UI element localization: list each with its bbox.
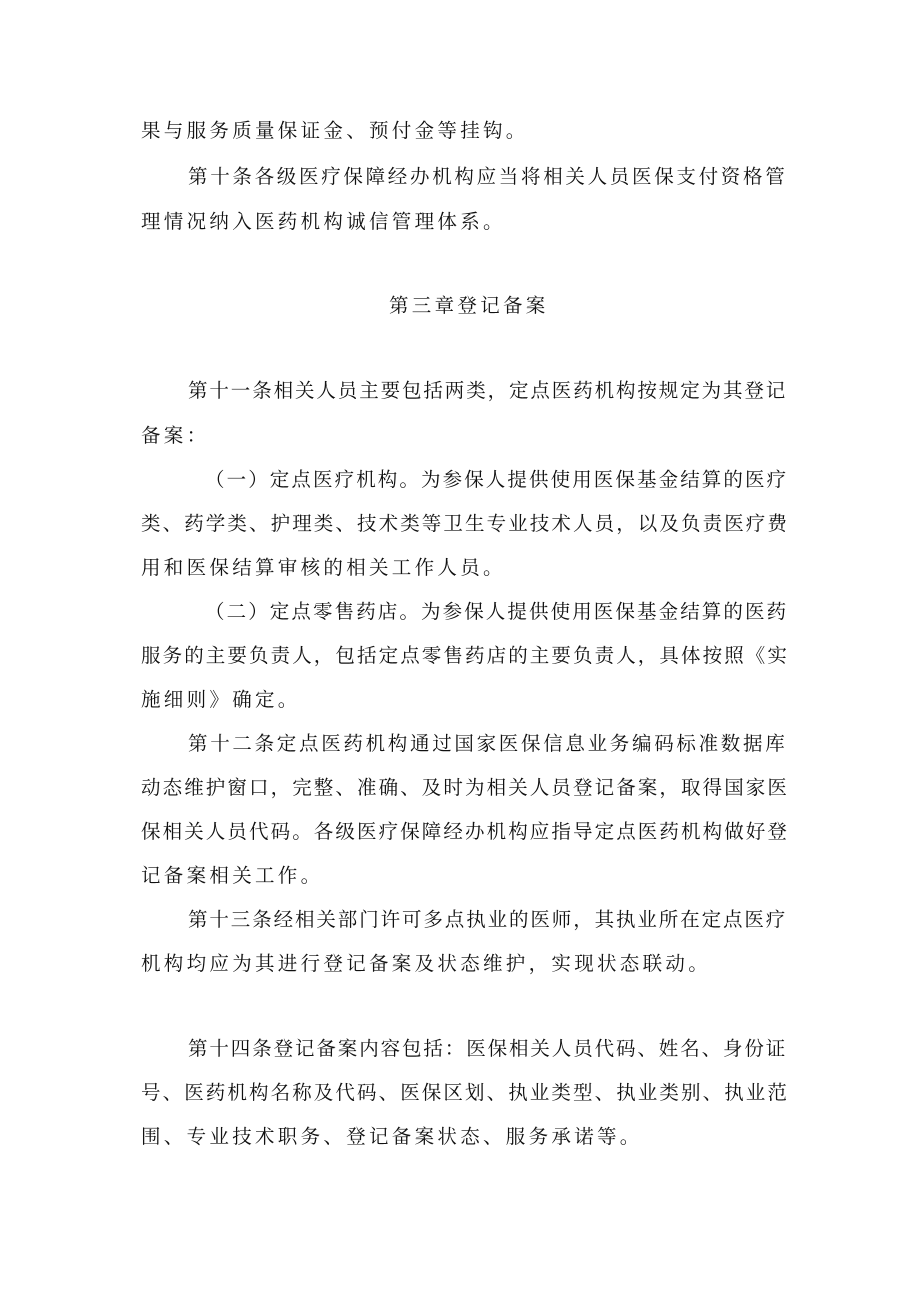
article-14-line-3: 围、专业技术职务、登记备案状态、服务承诺等。 bbox=[141, 1125, 643, 1148]
item-1-line-2: 类、药学类、护理类、技术类等卫生专业技术人员，以及负责医疗费 bbox=[141, 512, 790, 535]
article-12-line-3: 保相关人员代码。各级医疗保障经办机构应指导定点医药机构做好登 bbox=[141, 820, 790, 843]
article-10-line-1: 第十条各级医疗保障经办机构应当将相关人员医保支付资格管 bbox=[188, 165, 788, 188]
paragraph-line: 果与服务质量保证金、预付金等挂钩。 bbox=[141, 119, 529, 142]
article-11-line-2: 备案： bbox=[141, 424, 210, 447]
chapter-heading: 第三章登记备案 bbox=[389, 294, 549, 317]
article-12-line-4: 记备案相关工作。 bbox=[141, 864, 324, 887]
article-12-line-1: 第十二条定点医药机构通过国家医保信息业务编码标准数据库 bbox=[188, 732, 788, 755]
article-11-line-1: 第十一条相关人员主要包括两类，定点医药机构按规定为其登记 bbox=[188, 379, 788, 402]
article-12-line-2: 动态维护窗口，完整、准确、及时为相关人员登记备案，取得国家医 bbox=[141, 776, 790, 799]
item-2-line-2: 服务的主要负责人，包括定点零售药店的主要负责人，具体按照《实 bbox=[141, 644, 790, 667]
item-2-line-3: 施细则》确定。 bbox=[141, 688, 301, 711]
article-13-line-1: 第十三条经相关部门许可多点执业的医师，其执业所在定点医疗 bbox=[188, 908, 788, 931]
item-2-line-1: （二）定点零售药店。为参保人提供使用医保基金结算的医药 bbox=[205, 600, 789, 623]
article-14-line-2: 号、医药机构名称及代码、医保区划、执业类型、执业类别、执业范 bbox=[141, 1081, 790, 1104]
item-1-line-1: （一）定点医疗机构。为参保人提供使用医保基金结算的医疗 bbox=[205, 468, 789, 491]
article-14-line-1: 第十四条登记备案内容包括：医保相关人员代码、姓名、身份证 bbox=[188, 1037, 788, 1060]
item-1-line-3: 用和医保结算审核的相关工作人员。 bbox=[141, 556, 506, 579]
article-13-line-2: 机构均应为其进行登记备案及状态维护，实现状态联动。 bbox=[141, 952, 712, 975]
article-10-line-2: 理情况纳入医药机构诚信管理体系。 bbox=[141, 210, 506, 233]
